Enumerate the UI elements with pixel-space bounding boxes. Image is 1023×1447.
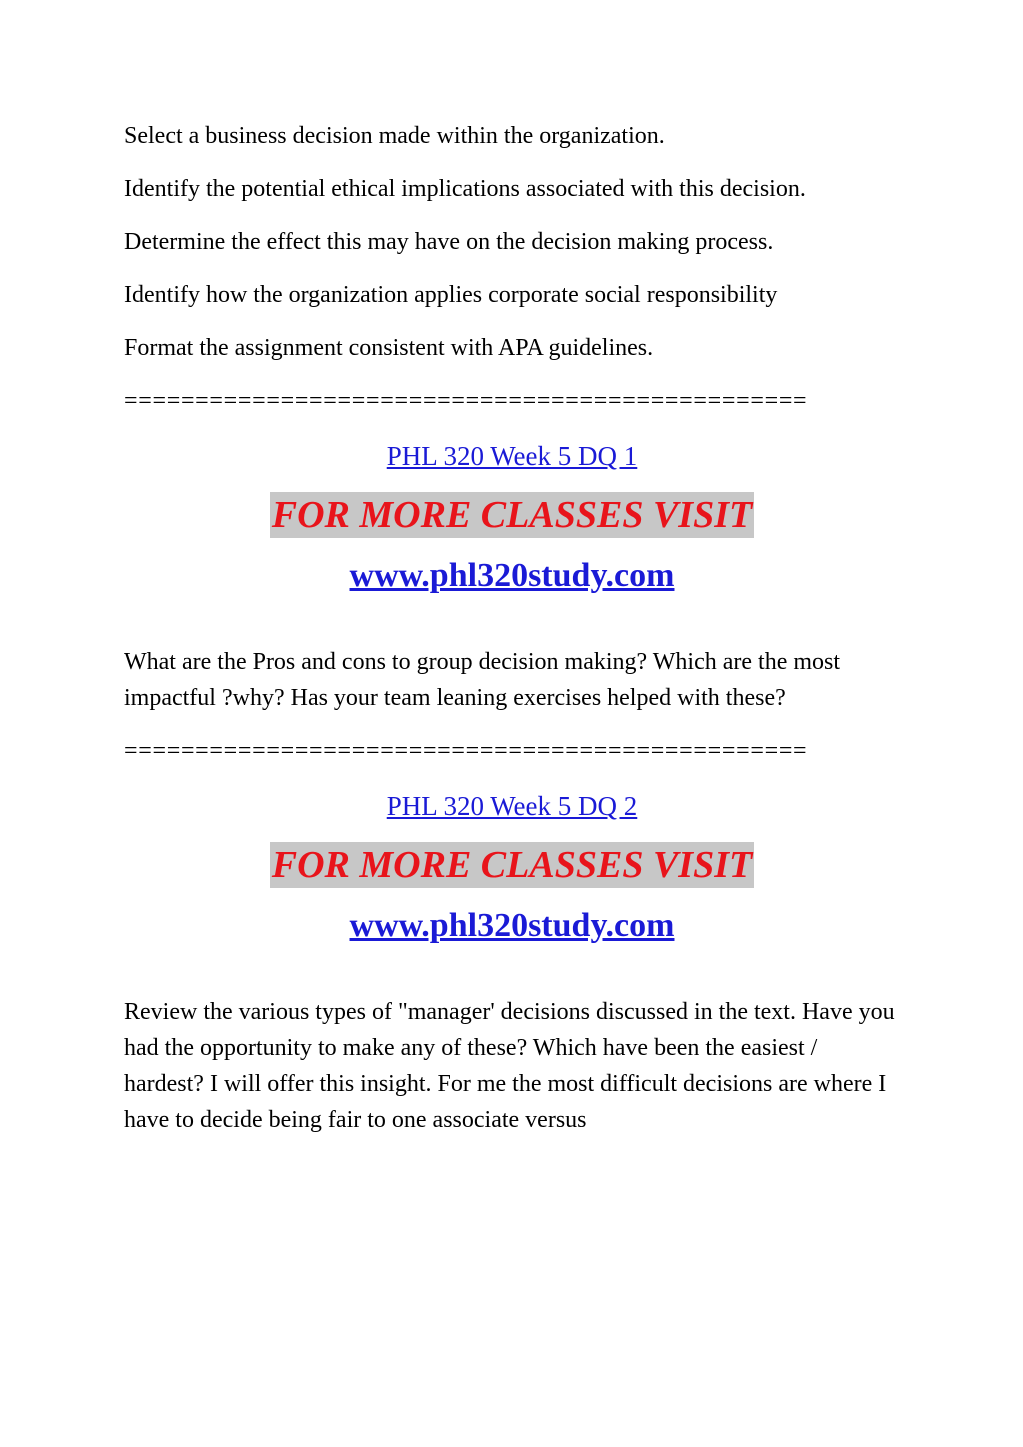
promo-banner-1: FOR MORE CLASSES VISIT (271, 494, 753, 536)
document-page (124, 118, 904, 1155)
dq2-body: Review the various types of "manager' decisions discussed in the text. Have you had the opportunity to make any of these? Which have been the easiest / hardest? I will offer this insight. For me the most difficult decisions are where I have to decide being fair to one associate versus (124, 999, 895, 1133)
intro-line-1: Select a business decision made within the organization. (124, 123, 665, 149)
separator-2: ================================================ (124, 738, 808, 764)
intro-line-3: Determine the effect this may have on the decision making process. (124, 229, 774, 255)
dq1-body: What are the Pros and cons to group decision making? Which are the most impactful ?why? Has your team leaning exercises helped with these? (124, 649, 841, 711)
intro-line-5: Format the assignment consistent with APA guidelines. (124, 335, 654, 361)
section-header-2 (124, 786, 900, 948)
promo-banner-2: FOR MORE CLASSES VISIT (271, 844, 753, 886)
separator-1: ================================================ (124, 388, 808, 414)
intro-line-2: Identify the potential ethical implications associated with this decision. (124, 176, 806, 202)
dq1-title-link[interactable]: PHL 320 Week 5 DQ 1 (386, 441, 638, 471)
dq2-title-link[interactable]: PHL 320 Week 5 DQ 2 (386, 791, 638, 821)
section-header-1 (124, 436, 900, 598)
site-link-2[interactable]: www.phl320study.com (349, 907, 675, 944)
site-link-1[interactable]: www.phl320study.com (349, 557, 675, 594)
intro-line-4: Identify how the organization applies corporate social responsibility (124, 282, 778, 308)
